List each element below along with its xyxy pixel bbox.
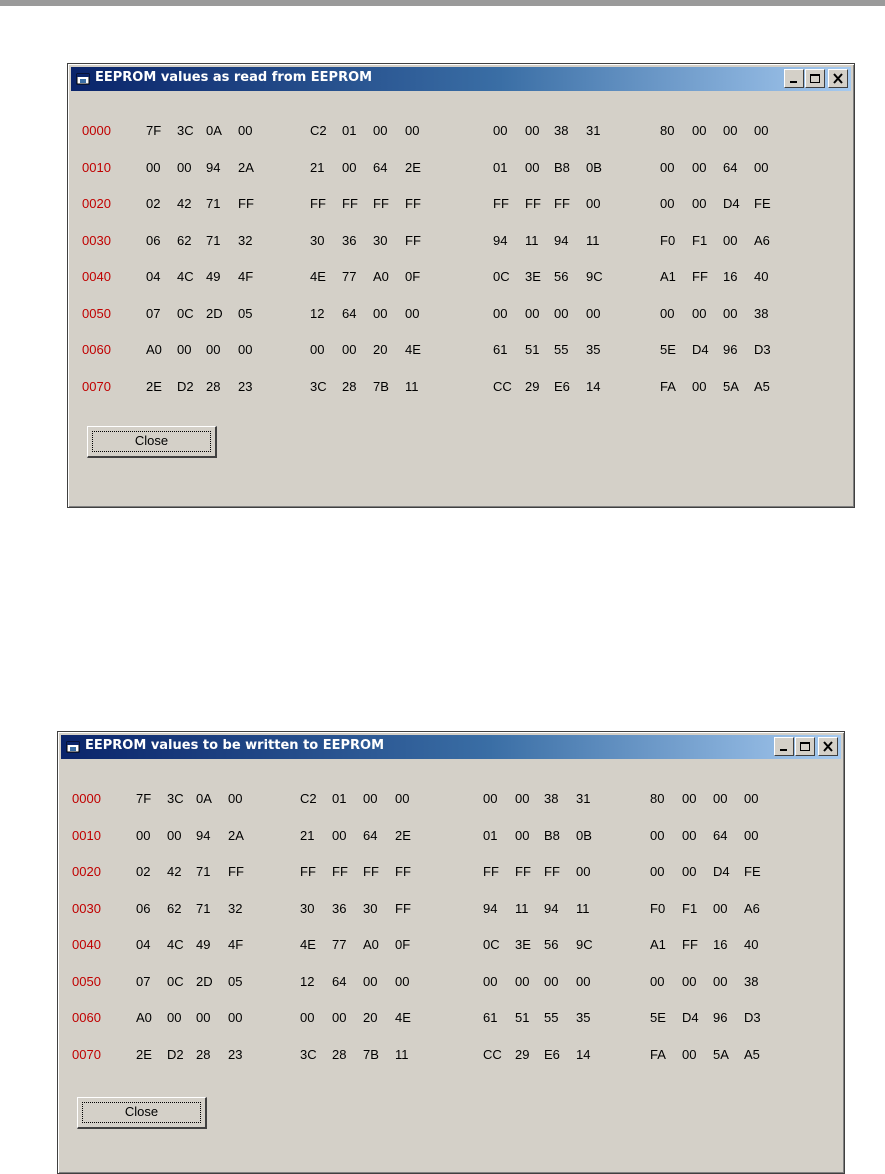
byte-value: 00 xyxy=(744,827,759,843)
byte-value: 00 xyxy=(167,827,182,843)
byte-value: 11 xyxy=(405,378,419,394)
byte-value: 00 xyxy=(228,791,243,806)
byte-value: 42 xyxy=(177,196,192,211)
byte-value: 20 xyxy=(363,1010,378,1025)
byte-value: 00 xyxy=(586,196,601,211)
byte-value: 32 xyxy=(228,900,243,916)
byte-value: 00 xyxy=(167,1010,182,1025)
byte-value: 64 xyxy=(373,159,388,175)
byte-value: 2D xyxy=(206,305,223,321)
byte-value: 51 xyxy=(515,1010,530,1025)
byte-value: 4E xyxy=(395,1010,411,1025)
byte-value: 00 xyxy=(713,973,728,989)
row-address: 0020 xyxy=(82,196,111,211)
byte-value: 71 xyxy=(206,196,221,211)
byte-value: 04 xyxy=(146,269,161,284)
byte-value: 9C xyxy=(576,937,593,952)
byte-value: A0 xyxy=(373,269,389,284)
byte-value: 0B xyxy=(586,159,602,175)
byte-value: C2 xyxy=(310,123,327,138)
byte-value: CC xyxy=(483,1046,502,1062)
byte-value: FF xyxy=(342,196,358,211)
byte-value: 4E xyxy=(300,937,316,952)
byte-value: D4 xyxy=(692,342,709,357)
byte-value: 56 xyxy=(554,269,569,284)
byte-value: 00 xyxy=(650,973,665,989)
close-window-button[interactable] xyxy=(818,737,838,756)
byte-value: 3E xyxy=(525,269,541,284)
row-address: 0060 xyxy=(72,1010,101,1025)
byte-value: A0 xyxy=(146,342,162,357)
byte-value: 0A xyxy=(196,791,212,806)
byte-value: FF xyxy=(238,196,254,211)
byte-value: F1 xyxy=(682,900,698,916)
byte-value: 16 xyxy=(723,269,738,284)
byte-value: 05 xyxy=(228,973,243,989)
byte-value: 62 xyxy=(167,900,182,916)
byte-value: 7F xyxy=(136,791,152,806)
byte-value: 00 xyxy=(206,342,221,357)
byte-value: 94 xyxy=(544,900,559,916)
byte-value: D2 xyxy=(177,378,194,394)
close-icon xyxy=(822,741,834,752)
byte-value: 00 xyxy=(660,196,675,211)
byte-value: 16 xyxy=(713,937,728,952)
byte-value: 01 xyxy=(493,159,508,175)
byte-value: 00 xyxy=(713,791,728,806)
byte-value: 30 xyxy=(363,900,378,916)
byte-value: 00 xyxy=(576,973,591,989)
byte-value: 12 xyxy=(310,305,325,321)
byte-value: 4C xyxy=(177,269,194,284)
byte-value: 00 xyxy=(238,342,253,357)
byte-value: 00 xyxy=(692,159,707,175)
byte-value: 5A xyxy=(723,378,739,394)
byte-value: 3C xyxy=(310,378,327,394)
byte-value: 00 xyxy=(692,123,707,138)
byte-value: 00 xyxy=(586,305,601,321)
byte-value: 00 xyxy=(515,973,530,989)
byte-value: 7F xyxy=(146,123,162,138)
byte-value: 32 xyxy=(238,232,253,248)
byte-value: 14 xyxy=(586,378,601,394)
byte-value: FF xyxy=(525,196,541,211)
byte-value: 5E xyxy=(660,342,676,357)
row-address: 0040 xyxy=(82,269,111,284)
byte-value: 71 xyxy=(196,900,211,916)
byte-value: 0C xyxy=(483,937,500,952)
byte-value: 28 xyxy=(196,1046,211,1062)
byte-value: 96 xyxy=(723,342,738,357)
row-address: 0010 xyxy=(72,827,101,843)
byte-value: 00 xyxy=(682,864,697,879)
byte-value: 00 xyxy=(682,1046,697,1062)
byte-value: 2A xyxy=(228,827,244,843)
byte-value: 61 xyxy=(493,342,508,357)
byte-value: 55 xyxy=(544,1010,559,1025)
byte-value: 23 xyxy=(238,378,253,394)
byte-value: D4 xyxy=(713,864,730,879)
close-button[interactable] xyxy=(77,1097,207,1129)
minimize-button[interactable] xyxy=(784,69,804,88)
byte-value: 0C xyxy=(167,973,184,989)
byte-value: 00 xyxy=(723,305,738,321)
byte-value: 00 xyxy=(515,827,530,843)
close-button-label: Close xyxy=(134,433,169,448)
byte-value: 05 xyxy=(238,305,253,321)
byte-value: 28 xyxy=(206,378,221,394)
row-address: 0030 xyxy=(82,232,111,248)
byte-value: 49 xyxy=(196,937,211,952)
byte-value: 0F xyxy=(405,269,421,284)
byte-value: 00 xyxy=(238,123,253,138)
byte-value: 38 xyxy=(744,973,759,989)
byte-value: FF xyxy=(332,864,348,879)
app-icon xyxy=(66,739,82,755)
minimize-button[interactable] xyxy=(774,737,794,756)
byte-value: 36 xyxy=(332,900,347,916)
byte-value: 30 xyxy=(373,232,388,248)
byte-value: 42 xyxy=(167,864,182,879)
byte-value: 3E xyxy=(515,937,531,952)
byte-value: B8 xyxy=(554,159,570,175)
byte-value: 00 xyxy=(405,123,420,138)
minimize-icon xyxy=(778,741,790,752)
row-address: 0000 xyxy=(82,123,111,138)
byte-value: 00 xyxy=(660,305,675,321)
byte-value: FF xyxy=(373,196,389,211)
byte-value: 4E xyxy=(405,342,421,357)
byte-value: 07 xyxy=(136,973,151,989)
close-button-label: Close xyxy=(124,1104,159,1119)
byte-value: 00 xyxy=(228,1010,243,1025)
byte-value: 29 xyxy=(525,378,540,394)
byte-value: E6 xyxy=(554,378,570,394)
byte-value: 35 xyxy=(586,342,601,357)
byte-value: 21 xyxy=(300,827,315,843)
byte-value: 31 xyxy=(576,791,591,806)
byte-value: 00 xyxy=(177,159,192,175)
byte-value: 51 xyxy=(525,342,540,357)
byte-value: 00 xyxy=(682,791,697,806)
byte-value: 9C xyxy=(586,269,603,284)
byte-value: 11 xyxy=(395,1046,409,1062)
byte-value: 11 xyxy=(586,232,600,248)
byte-value: 3C xyxy=(167,791,184,806)
byte-value: 94 xyxy=(206,159,221,175)
byte-value: 00 xyxy=(373,305,388,321)
byte-value: 61 xyxy=(483,1010,498,1025)
byte-value: 5A xyxy=(713,1046,729,1062)
byte-value: 00 xyxy=(515,791,530,806)
byte-value: FA xyxy=(650,1046,666,1062)
byte-value: 00 xyxy=(395,791,410,806)
byte-value: 00 xyxy=(723,232,738,248)
byte-value: 00 xyxy=(713,900,728,916)
window-title: EEPROM values to be written to EEPROM xyxy=(85,738,385,753)
app-icon xyxy=(76,71,92,87)
byte-value: 00 xyxy=(525,305,540,321)
byte-value: 02 xyxy=(146,196,161,211)
byte-value: 00 xyxy=(300,1010,315,1025)
eeprom-read-window xyxy=(67,63,855,508)
minimize-icon xyxy=(788,73,800,84)
byte-value: FF xyxy=(554,196,570,211)
byte-value: 7B xyxy=(373,378,389,394)
byte-value: 01 xyxy=(342,123,357,138)
maximize-button[interactable] xyxy=(795,737,815,756)
byte-value: 94 xyxy=(554,232,569,248)
close-icon xyxy=(832,73,844,84)
byte-value: D4 xyxy=(723,196,740,211)
byte-value: 40 xyxy=(754,269,769,284)
byte-value: 0C xyxy=(177,305,194,321)
byte-value: F0 xyxy=(660,232,676,248)
byte-value: 38 xyxy=(754,305,769,321)
byte-value: A0 xyxy=(363,937,379,952)
byte-value: FF xyxy=(493,196,509,211)
byte-value: 4F xyxy=(228,937,244,952)
byte-value: 3C xyxy=(177,123,194,138)
byte-value: 35 xyxy=(576,1010,591,1025)
row-address: 0040 xyxy=(72,937,101,952)
row-address: 0030 xyxy=(72,900,101,916)
byte-value: FF xyxy=(310,196,326,211)
byte-value: 80 xyxy=(660,123,675,138)
byte-value: 49 xyxy=(206,269,221,284)
byte-value: 00 xyxy=(405,305,420,321)
byte-value: 28 xyxy=(342,378,357,394)
byte-value: 40 xyxy=(744,937,759,952)
byte-value: D4 xyxy=(682,1010,699,1025)
byte-value: 29 xyxy=(515,1046,530,1062)
byte-value: 00 xyxy=(196,1010,211,1025)
byte-value: 00 xyxy=(177,342,192,357)
byte-value: D3 xyxy=(744,1010,761,1025)
byte-value: 00 xyxy=(525,159,540,175)
byte-value: 00 xyxy=(660,159,675,175)
byte-value: FF xyxy=(483,864,499,879)
byte-value: A0 xyxy=(136,1010,152,1025)
byte-value: 00 xyxy=(363,973,378,989)
byte-value: 00 xyxy=(754,123,769,138)
row-address: 0050 xyxy=(82,305,111,321)
byte-value: 00 xyxy=(692,378,707,394)
byte-value: 11 xyxy=(576,900,590,916)
byte-value: CC xyxy=(493,378,512,394)
byte-value: FF xyxy=(405,232,421,248)
byte-value: 11 xyxy=(525,232,539,248)
byte-value: 80 xyxy=(650,791,665,806)
byte-value: 62 xyxy=(177,232,192,248)
byte-value: FF xyxy=(395,900,411,916)
byte-value: 21 xyxy=(310,159,325,175)
byte-value: 00 xyxy=(692,196,707,211)
byte-value: A5 xyxy=(744,1046,760,1062)
byte-value: 00 xyxy=(744,791,759,806)
byte-value: 31 xyxy=(586,123,601,138)
byte-value: 00 xyxy=(650,827,665,843)
byte-value: 00 xyxy=(650,864,665,879)
byte-value: 38 xyxy=(554,123,569,138)
byte-value: FF xyxy=(395,864,411,879)
byte-value: 96 xyxy=(713,1010,728,1025)
byte-value: FF xyxy=(515,864,531,879)
byte-value: D2 xyxy=(167,1046,184,1062)
byte-value: 00 xyxy=(682,827,697,843)
title-bar[interactable] xyxy=(71,67,851,91)
byte-value: F0 xyxy=(650,900,666,916)
title-bar[interactable] xyxy=(61,735,841,759)
byte-value: FE xyxy=(754,196,771,211)
byte-value: F1 xyxy=(692,232,708,248)
byte-value: 0B xyxy=(576,827,592,843)
byte-value: 56 xyxy=(544,937,559,952)
row-address: 0070 xyxy=(82,378,111,394)
byte-value: 7B xyxy=(363,1046,379,1062)
byte-value: 02 xyxy=(136,864,151,879)
byte-value: 00 xyxy=(373,123,388,138)
byte-value: 00 xyxy=(483,791,498,806)
row-address: 0070 xyxy=(72,1046,101,1062)
byte-value: 4E xyxy=(310,269,326,284)
eeprom-write-window xyxy=(57,731,845,1174)
byte-value: 00 xyxy=(342,159,357,175)
byte-value: 06 xyxy=(146,232,161,248)
byte-value: 14 xyxy=(576,1046,591,1062)
byte-value: 36 xyxy=(342,232,357,248)
byte-value: 00 xyxy=(342,342,357,357)
byte-value: FF xyxy=(363,864,379,879)
byte-value: 00 xyxy=(525,123,540,138)
byte-value: 01 xyxy=(332,791,347,806)
row-address: 0050 xyxy=(72,973,101,989)
byte-value: 00 xyxy=(136,827,151,843)
byte-value: 4C xyxy=(167,937,184,952)
row-address: 0060 xyxy=(82,342,111,357)
page-top-rule xyxy=(0,0,885,6)
window-title: EEPROM values as read from EEPROM xyxy=(95,70,373,85)
byte-value: 3C xyxy=(300,1046,317,1062)
byte-value: FA xyxy=(660,378,676,394)
byte-value: 64 xyxy=(332,973,347,989)
byte-value: C2 xyxy=(300,791,317,806)
byte-value: A6 xyxy=(754,232,770,248)
byte-value: 00 xyxy=(395,973,410,989)
byte-value: 64 xyxy=(342,305,357,321)
byte-value: 01 xyxy=(483,827,498,843)
byte-value: 00 xyxy=(554,305,569,321)
byte-value: 55 xyxy=(554,342,569,357)
byte-value: 00 xyxy=(310,342,325,357)
byte-value: 11 xyxy=(515,900,529,916)
byte-value: 64 xyxy=(713,827,728,843)
byte-value: 64 xyxy=(363,827,378,843)
byte-value: 00 xyxy=(363,791,378,806)
row-address: 0020 xyxy=(72,864,101,879)
close-button[interactable] xyxy=(87,426,217,458)
byte-value: 94 xyxy=(196,827,211,843)
byte-value: 00 xyxy=(692,305,707,321)
byte-value: B8 xyxy=(544,827,560,843)
byte-value: 30 xyxy=(300,900,315,916)
byte-value: 00 xyxy=(723,123,738,138)
byte-value: 64 xyxy=(723,159,738,175)
byte-value: FF xyxy=(544,864,560,879)
byte-value: FF xyxy=(682,937,698,952)
byte-value: 2A xyxy=(238,159,254,175)
row-address: 0000 xyxy=(72,791,101,806)
byte-value: 71 xyxy=(206,232,221,248)
byte-value: 2D xyxy=(196,973,213,989)
byte-value: D3 xyxy=(754,342,771,357)
byte-value: 00 xyxy=(332,1010,347,1025)
byte-value: A1 xyxy=(650,937,666,952)
byte-value: 94 xyxy=(483,900,498,916)
byte-value: 77 xyxy=(332,937,347,952)
byte-value: A5 xyxy=(754,378,770,394)
byte-value: 2E xyxy=(395,827,411,843)
byte-value: 06 xyxy=(136,900,151,916)
byte-value: 07 xyxy=(146,305,161,321)
byte-value: 94 xyxy=(493,232,508,248)
byte-value: FF xyxy=(228,864,244,879)
row-address: 0010 xyxy=(82,159,111,175)
byte-value: 28 xyxy=(332,1046,347,1062)
byte-value: 4F xyxy=(238,269,254,284)
byte-value: 00 xyxy=(544,973,559,989)
byte-value: 0F xyxy=(395,937,411,952)
byte-value: 30 xyxy=(310,232,325,248)
byte-value: 00 xyxy=(576,864,591,879)
maximize-button[interactable] xyxy=(805,69,825,88)
byte-value: 0A xyxy=(206,123,222,138)
byte-value: 5E xyxy=(650,1010,666,1025)
close-window-button[interactable] xyxy=(828,69,848,88)
byte-value: 12 xyxy=(300,973,315,989)
byte-value: A6 xyxy=(744,900,760,916)
byte-value: 71 xyxy=(196,864,211,879)
byte-value: 00 xyxy=(493,305,508,321)
byte-value: FE xyxy=(744,864,761,879)
maximize-icon xyxy=(809,73,821,84)
byte-value: 00 xyxy=(682,973,697,989)
byte-value: 00 xyxy=(483,973,498,989)
byte-value: E6 xyxy=(544,1046,560,1062)
byte-value: FF xyxy=(692,269,708,284)
byte-value: 23 xyxy=(228,1046,243,1062)
byte-value: 04 xyxy=(136,937,151,952)
byte-value: 2E xyxy=(146,378,162,394)
byte-value: 00 xyxy=(146,159,161,175)
byte-value: 00 xyxy=(493,123,508,138)
byte-value: A1 xyxy=(660,269,676,284)
byte-value: 20 xyxy=(373,342,388,357)
byte-value: 00 xyxy=(754,159,769,175)
byte-value: 0C xyxy=(493,269,510,284)
maximize-icon xyxy=(799,741,811,752)
byte-value: FF xyxy=(300,864,316,879)
byte-value: FF xyxy=(405,196,421,211)
byte-value: 77 xyxy=(342,269,357,284)
byte-value: 2E xyxy=(136,1046,152,1062)
byte-value: 38 xyxy=(544,791,559,806)
byte-value: 2E xyxy=(405,159,421,175)
byte-value: 00 xyxy=(332,827,347,843)
